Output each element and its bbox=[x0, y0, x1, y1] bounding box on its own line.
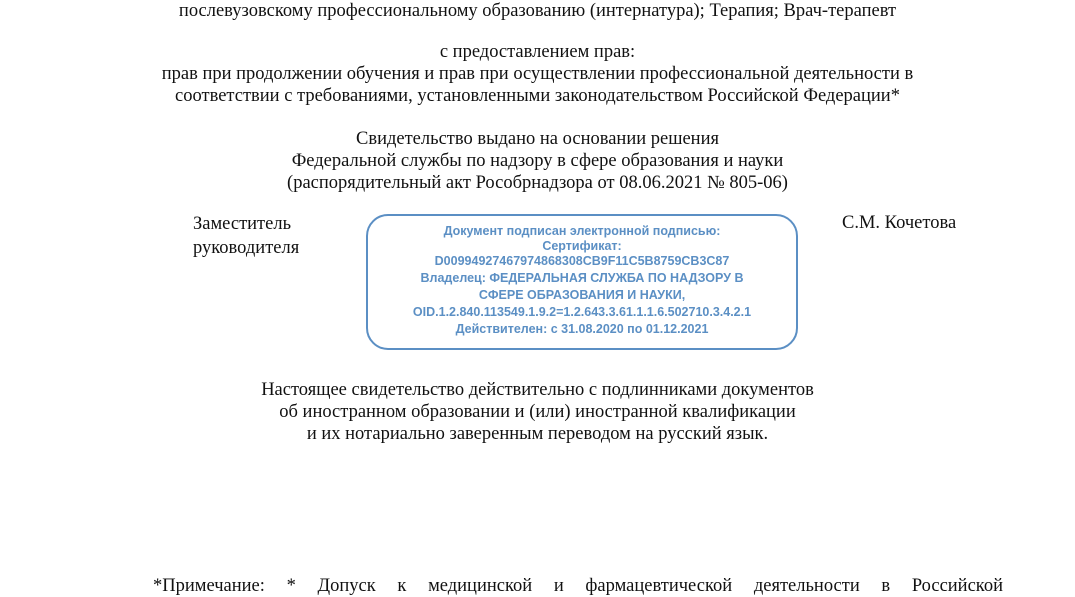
rights-heading: с предоставлением прав: bbox=[439, 42, 636, 62]
basis-line-2: Федеральной службы по надзору в сфере образования и науки bbox=[291, 151, 784, 171]
stamp-certificate: D00994927467974868308CB9F11C5B8759CB3C87 bbox=[434, 254, 730, 268]
rights-line-1: прав при продолжении обучения и прав при осуществлении профессиональной деятельности в bbox=[161, 64, 914, 84]
validity-line-3: и их нотариально заверенным переводом на русский язык. bbox=[306, 424, 769, 444]
stamp-owner-line-1: Владелец: ФЕДЕРАЛЬНАЯ СЛУЖБА ПО НАДЗОРУ В bbox=[420, 271, 744, 285]
basis-line-3: (распорядительный акт Рособрнадзора от 08.06.2021 № 805-06) bbox=[287, 173, 788, 193]
signer-title-line-2: руководителя bbox=[193, 238, 300, 258]
stamp-validity: Действителен: с 31.08.2020 по 01.12.2021 bbox=[455, 322, 709, 336]
validity-line-2: об иностранном образовании и (или) иностранной квалификации bbox=[279, 402, 796, 422]
stamp-line-2: Сертификат: bbox=[542, 239, 622, 253]
qualification-line: послевузовскому профессиональному образованию (интернатура); Терапия; Врач-терапевт bbox=[178, 1, 897, 21]
validity-line-1: Настоящее свидетельство действительно с подлинниками документов bbox=[261, 380, 814, 400]
signer-name: С.М. Кочетова bbox=[842, 213, 957, 233]
basis-line-1: Свидетельство выдано на основании решения bbox=[356, 129, 719, 149]
rights-line-2: соответствии с требованиями, установленными законодательством Российской Федерации* bbox=[175, 86, 900, 106]
stamp-line-1: Документ подписан электронной подписью: bbox=[443, 224, 721, 238]
electronic-signature-stamp bbox=[366, 214, 798, 350]
footnote: *Примечание: * Допуск к медицинской и фармацевтической деятельности в Российской bbox=[153, 576, 1003, 596]
signer-title bbox=[193, 212, 299, 260]
stamp-owner-line-2: СФЕРЕ ОБРАЗОВАНИЯ И НАУКИ, bbox=[478, 288, 686, 302]
signer-title-line-1: Заместитель bbox=[193, 214, 292, 234]
stamp-oid: OID.1.2.840.113549.1.9.2=1.2.643.3.61.1.1.6.502710.3.4.2.1 bbox=[412, 305, 752, 319]
